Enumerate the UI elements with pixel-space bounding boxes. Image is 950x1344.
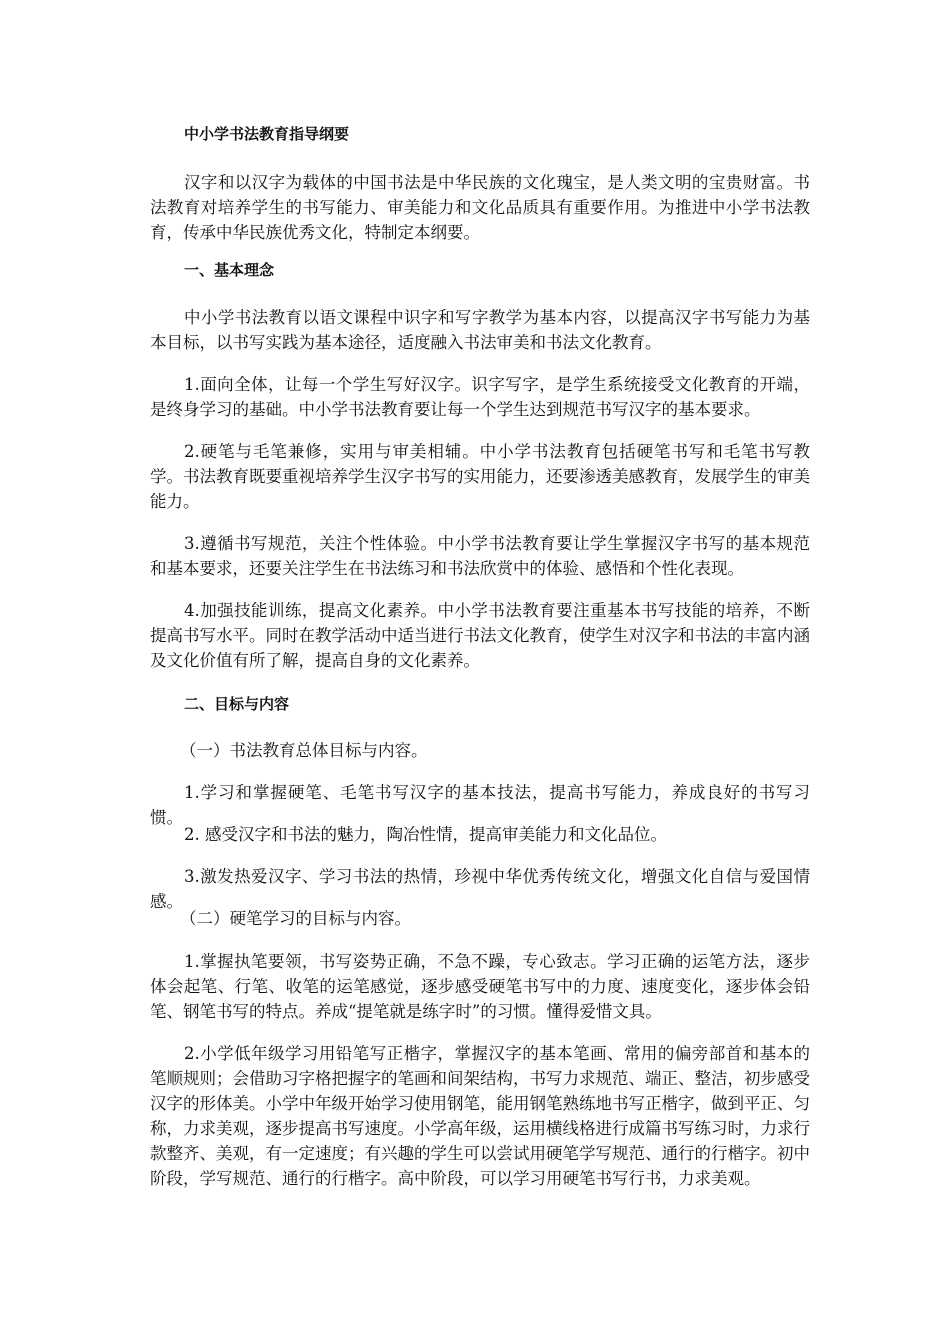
paragraph-idea-1: 1.面向全体，让每一个学生写好汉字。识字写字，是学生系统接受文化教育的开端，是终身学习的基础。中小学书法教育要让每一个学生达到规范书写汉字的基本要求。: [150, 375, 810, 419]
paragraph-idea-3: 3.遵循书写规范，关注个性体验。中小学书法教育要让学生掌握汉字书写的基本规范和基本要求，还要关注学生在书法练习和书法欣赏中的体验、感悟和个性化表现。: [150, 534, 810, 578]
goal-item-1: 1.学习和掌握硬笔、毛笔书写汉字的基本技法，提高书写能力，养成良好的书写习惯。: [150, 783, 810, 827]
subsection-hardpen-goals: （二）硬笔学习的目标与内容。: [180, 909, 411, 928]
paragraph-idea-2: 2.硬笔与毛笔兼修，实用与审美相辅。中小学书法教育包括硬笔书写和毛笔书写教学。书法教育既要重视培养学生汉字书写的实用能力，还要渗透美感教育，发展学生的审美能力。: [150, 442, 810, 511]
section-heading-basic-ideas: 一、基本理念: [184, 261, 275, 279]
goal-item-2: 2. 感受汉字和书法的魅力，陶冶性情，提高审美能力和文化品位。: [184, 825, 667, 844]
goal-item-3: 3.激发热爱汉字、学习书法的热情，珍视中华优秀传统文化，增强文化自信与爱国情感。: [150, 867, 810, 911]
subsection-overall-goals: （一）书法教育总体目标与内容。: [180, 741, 428, 760]
paragraph-basic-content: 中小学书法教育以语文课程中识字和写字教学为基本内容，以提高汉字书写能力为基本目标，以书写实践为基本途径，适度融入书法审美和书法文化教育。: [150, 308, 810, 352]
document-page: [150, 0, 810, 1344]
intro-paragraph: 汉字和以汉字为载体的中国书法是中华民族的文化瑰宝，是人类文明的宝贵财富。书法教育对培养学生的书写能力、审美能力和文化品质具有重要作用。为推进中小学书法教育，传承中华民族优秀文化，特制定本纲要。: [150, 173, 810, 242]
document-title: 中小学书法教育指导纲要: [184, 125, 350, 143]
hardpen-item-2: 2.小学低年级学习用铅笔写正楷字，掌握汉字的基本笔画、常用的偏旁部首和基本的笔顺规则；会借助习字格把握字的笔画和间架结构，书写力求规范、端正、整洁，初步感受汉字的形体美。小学中年级开始学习使用钢笔，能用钢笔熟练地书写正楷字，做到平正、匀称，力求美观，逐步提高书写速度。小学高年级，运用横线格进行成篇书写练习时，力求行款整齐、美观，有一定速度；有兴趣的学生可以尝试用硬笔学写规范、通行的行楷字。初中阶段，学写规范、通行的行楷字。高中阶段，可以学习用硬笔书写行书，力求美观。: [150, 1044, 810, 1188]
hardpen-item-1: 1.掌握执笔要领，书写姿势正确，不急不躁，专心致志。学习正确的运笔方法，逐步体会起笔、行笔、收笔的运笔感觉，逐步感受硬笔书写中的力度、速度变化，逐步体会铅笔、钢笔书写的特点。养成“提笔就是练字时”的习惯。懂得爱惜文具。: [150, 952, 810, 1021]
paragraph-idea-4: 4.加强技能训练，提高文化素养。中小学书法教育要注重基本书写技能的培养，不断提高书写水平。同时在教学活动中适当进行书法文化教育，使学生对汉字和书法的丰富内涵及文化价值有所了解，提高自身的文化素养。: [150, 601, 810, 670]
section-heading-goals: 二、目标与内容: [184, 695, 290, 713]
